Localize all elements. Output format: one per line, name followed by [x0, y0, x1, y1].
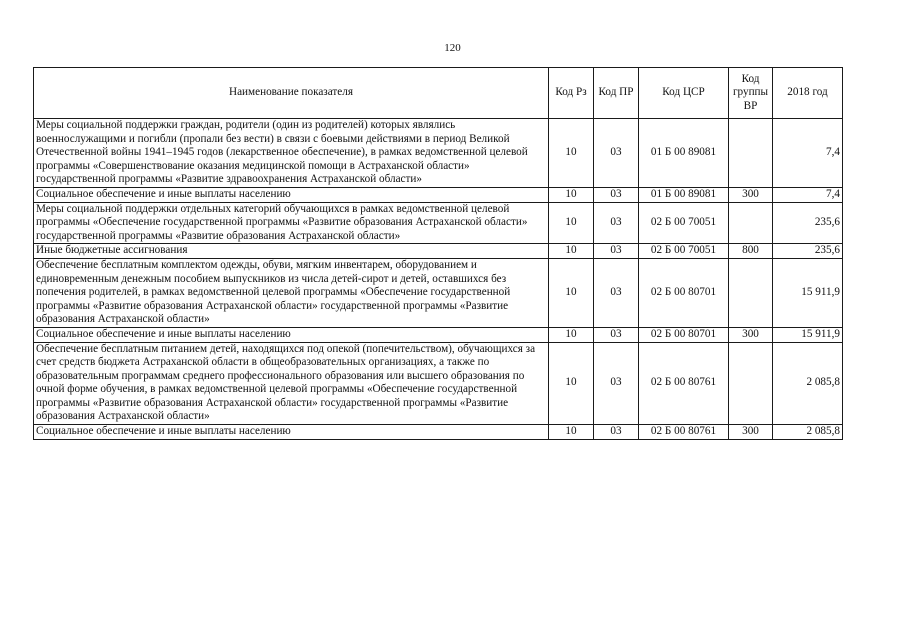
header-name: Наименование показателя — [34, 68, 549, 119]
row-vr — [729, 119, 773, 188]
row-csr: 02 Б 00 80701 — [639, 327, 729, 342]
row-csr: 02 Б 00 80701 — [639, 258, 729, 327]
table-row — [34, 425, 843, 440]
page-number: 120 — [444, 42, 461, 54]
row-name: Меры социальной поддержки граждан, родители (один из родителей) которых являлись военнослужащими и погибли (пропали без вести) в связи с боевыми действиями в период Великой Отечественной войны 1941–1945 годов (лекарственное обеспечение), в рамках ведомственной целевой программы «Совершенствование оказания медицинской помощи в Астраханской области» государственной программы «Развитие здравоохранения Астраханской области» — [34, 119, 549, 188]
row-value: 15 911,9 — [773, 327, 843, 342]
header-csr: Код ЦСР — [639, 68, 729, 119]
row-value: 235,6 — [773, 244, 843, 259]
row-value: 15 911,9 — [773, 258, 843, 327]
row-name: Социальное обеспечение и иные выплаты населению — [34, 327, 549, 342]
row-pr: 03 — [594, 119, 639, 188]
row-name: Обеспечение бесплатным комплектом одежды, обуви, мягким инвентарем, оборудованием и единовременным денежным пособием выпускников из числа детей-сирот и детей, оставшихся без попечения родителей, в рамках ведомственной целевой программы «Обеспечение государственной программы «Развитие образования Астраханской области» государственной программы «Развитие образования Астраханской области» — [34, 258, 549, 327]
row-pr: 03 — [594, 202, 639, 244]
row-pr: 03 — [594, 244, 639, 259]
row-vr: 300 — [729, 327, 773, 342]
row-rz: 10 — [549, 187, 594, 202]
row-vr — [729, 258, 773, 327]
row-rz: 10 — [549, 244, 594, 259]
row-name: Меры социальной поддержки отдельных категорий обучающихся в рамках ведомственной целевой программы «Обеспечение государственной программы «Развитие образования Астраханской области» государственной программы «Развитие образования Астраханской области» — [34, 202, 549, 244]
row-csr: 02 Б 00 80761 — [639, 425, 729, 440]
row-rz: 10 — [549, 202, 594, 244]
row-vr — [729, 202, 773, 244]
row-rz: 10 — [549, 327, 594, 342]
row-name: Иные бюджетные ассигнования — [34, 244, 549, 259]
row-pr: 03 — [594, 425, 639, 440]
table-row — [34, 187, 843, 202]
row-value: 7,4 — [773, 119, 843, 188]
table-row — [34, 258, 843, 327]
row-csr: 01 Б 00 89081 — [639, 119, 729, 188]
row-value: 2 085,8 — [773, 342, 843, 425]
row-vr — [729, 342, 773, 425]
row-pr: 03 — [594, 187, 639, 202]
row-value: 7,4 — [773, 187, 843, 202]
row-name: Социальное обеспечение и иные выплаты населению — [34, 187, 549, 202]
row-value: 2 085,8 — [773, 425, 843, 440]
row-vr: 800 — [729, 244, 773, 259]
table-row — [34, 119, 843, 188]
header-year: 2018 год — [773, 68, 843, 119]
row-name: Социальное обеспечение и иные выплаты населению — [34, 425, 549, 440]
row-rz: 10 — [549, 342, 594, 425]
row-rz: 10 — [549, 425, 594, 440]
row-csr: 02 Б 00 80761 — [639, 342, 729, 425]
row-vr: 300 — [729, 187, 773, 202]
row-pr: 03 — [594, 327, 639, 342]
row-name: Обеспечение бесплатным питанием детей, находящихся под опекой (попечительством), обучающихся за счет средств бюджета Астраханской области в общеобразовательных организациях, а также по образовательным программам среднего профессионального образования или высшего образования по очной форме обучения, в рамках ведомственной целевой программы «Обеспечение государственной программы «Развитие образования Астраханской области» государственной программы «Развитие образования Астраханской области» — [34, 342, 549, 425]
row-csr: 02 Б 00 70051 — [639, 202, 729, 244]
row-rz: 10 — [549, 258, 594, 327]
table-row — [34, 244, 843, 259]
header-row — [34, 68, 843, 119]
row-csr: 01 Б 00 89081 — [639, 187, 729, 202]
row-vr: 300 — [729, 425, 773, 440]
header-vr: Код группы ВР — [729, 68, 773, 119]
table-row — [34, 202, 843, 244]
header-rz: Код Рз — [549, 68, 594, 119]
row-pr: 03 — [594, 342, 639, 425]
row-value: 235,6 — [773, 202, 843, 244]
row-csr: 02 Б 00 70051 — [639, 244, 729, 259]
table-row — [34, 342, 843, 425]
header-pr: Код ПР — [594, 68, 639, 119]
row-rz: 10 — [549, 119, 594, 188]
budget-table — [33, 67, 843, 440]
row-pr: 03 — [594, 258, 639, 327]
table-row — [34, 327, 843, 342]
